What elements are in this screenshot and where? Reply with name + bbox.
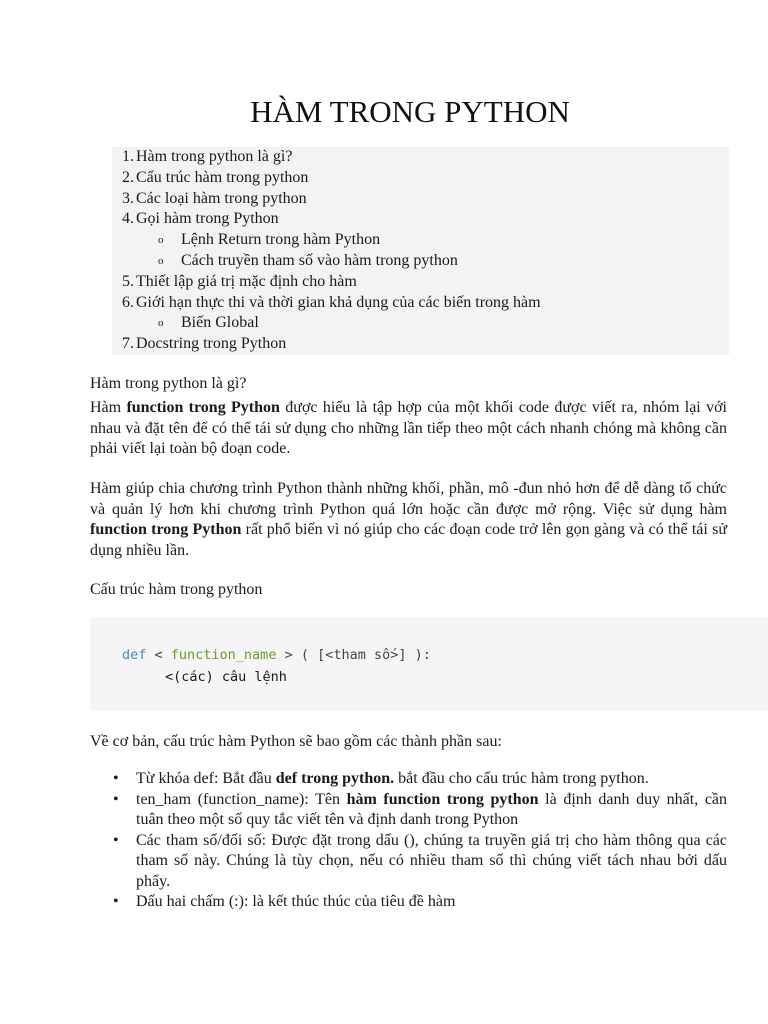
paragraph-definition — [90, 398, 727, 460]
text-run: được hiểu là tập hợp của một khối code được viết ra, nhóm lại với nhau và đặt tên để có thể tái sử dụng cho những lần tiếp theo một cách nhanh chóng mà không cần phải viết lại toàn bộ đoạn code. — [90, 399, 727, 457]
text-run: Hàm — [90, 399, 127, 416]
toc-link[interactable]: Cấu trúc hàm trong python — [136, 168, 309, 186]
code-operator: < — [146, 647, 171, 663]
list-item — [90, 831, 727, 893]
toc-link[interactable]: Lệnh Return trong hàm Python — [181, 231, 381, 249]
toc-number: 7. — [122, 335, 134, 353]
toc-number: 5. — [122, 272, 134, 290]
text-run: là định danh duy nhất, cần tuân theo một số quy tắc viết tên và định danh trong Python — [136, 790, 728, 828]
list-item — [90, 790, 727, 831]
section-heading-what-is-function: Hàm trong python là gì? — [90, 375, 247, 392]
table-of-contents — [112, 147, 729, 355]
text-run: bắt đầu cho cấu trúc hàm trong python. — [394, 770, 649, 787]
text-run: Hàm giúp chia chương trình Python thành những khối, phần, mô -đun nhỏ hơn để dễ dàng tổ chức và quản lý hơn khi chương trình Python quá lớn hoặc cần được mở rộng. Việc sử dụng hàm — [90, 480, 727, 518]
toc-number: 6. — [122, 293, 134, 311]
paragraph-intro: Về cơ bản, cấu trúc hàm Python sẽ bao gồm các thành phần sau: — [90, 733, 502, 750]
code-keyword: def — [122, 647, 147, 663]
text-run: Các tham số/đối số: Được đặt trong dấu (), chúng ta truyền giá trị cho hàm thông qua các tham số này. Chúng là tùy chọn, nếu có nhiều tham số thì chúng viết tách nhau bởi dấu phẩy. — [136, 831, 727, 890]
bold-term: function trong Python — [126, 399, 280, 416]
bold-term: def trong python. — [275, 770, 395, 787]
toc-link[interactable]: Các loại hàm trong python — [136, 189, 307, 207]
toc-number: 1. — [122, 148, 134, 165]
toc-link[interactable]: Cách truyền tham số vào hàm trong python — [181, 252, 458, 269]
code-function-name: function_name — [170, 647, 277, 663]
bullet-icon: • — [113, 790, 119, 808]
bullet-icon: • — [113, 893, 119, 910]
section-heading-structure: Cấu trúc hàm trong python — [90, 581, 263, 598]
bullet-list — [90, 769, 727, 913]
code-block — [90, 617, 768, 711]
toc-number: 4. — [122, 210, 134, 228]
list-item — [90, 892, 727, 913]
page-title: HÀM TRONG PYTHON — [250, 94, 570, 129]
text-run: ten_ham (function_name): Tên — [136, 790, 347, 808]
text-run: rất phổ biến vì nó giúp cho các đoạn code trở lên gọn gàng và có thể tái sử dụng nhiều lần. — [90, 521, 727, 559]
list-item — [90, 769, 727, 790]
bold-term: hàm function trong python — [346, 790, 539, 808]
code-params: > ( [<tham số>] ): — [276, 647, 431, 663]
toc-link[interactable]: Hàm trong python là gì? — [136, 148, 293, 165]
code-line-1 — [122, 646, 431, 664]
toc-link[interactable]: Docstring trong Python — [136, 335, 287, 353]
bullet-icon: • — [113, 831, 119, 849]
bold-term: function trong Python — [90, 521, 242, 538]
toc-link[interactable]: Giới hạn thực thi và thời gian khả dụng của các biến trong hàm — [136, 293, 541, 311]
circle-bullet-icon: o — [158, 234, 164, 247]
text-run: Từ khóa def: Bắt đầu — [136, 770, 276, 787]
toc-link[interactable]: Gọi hàm trong Python — [136, 210, 279, 228]
toc-link[interactable]: Biến Global — [181, 314, 259, 332]
circle-bullet-icon: o — [158, 317, 164, 330]
bullet-icon: • — [113, 770, 119, 787]
paragraph-benefits — [90, 479, 727, 561]
toc-number: 2. — [122, 168, 134, 186]
toc-link[interactable]: Thiết lập giá trị mặc định cho hàm — [136, 272, 357, 290]
toc-number: 3. — [122, 189, 134, 207]
code-line-2: <(các) câu lệnh — [165, 669, 287, 685]
circle-bullet-icon: o — [158, 255, 164, 267]
text-run: Dấu hai chấm (:): là kết thúc thúc của tiêu đề hàm — [136, 893, 456, 910]
